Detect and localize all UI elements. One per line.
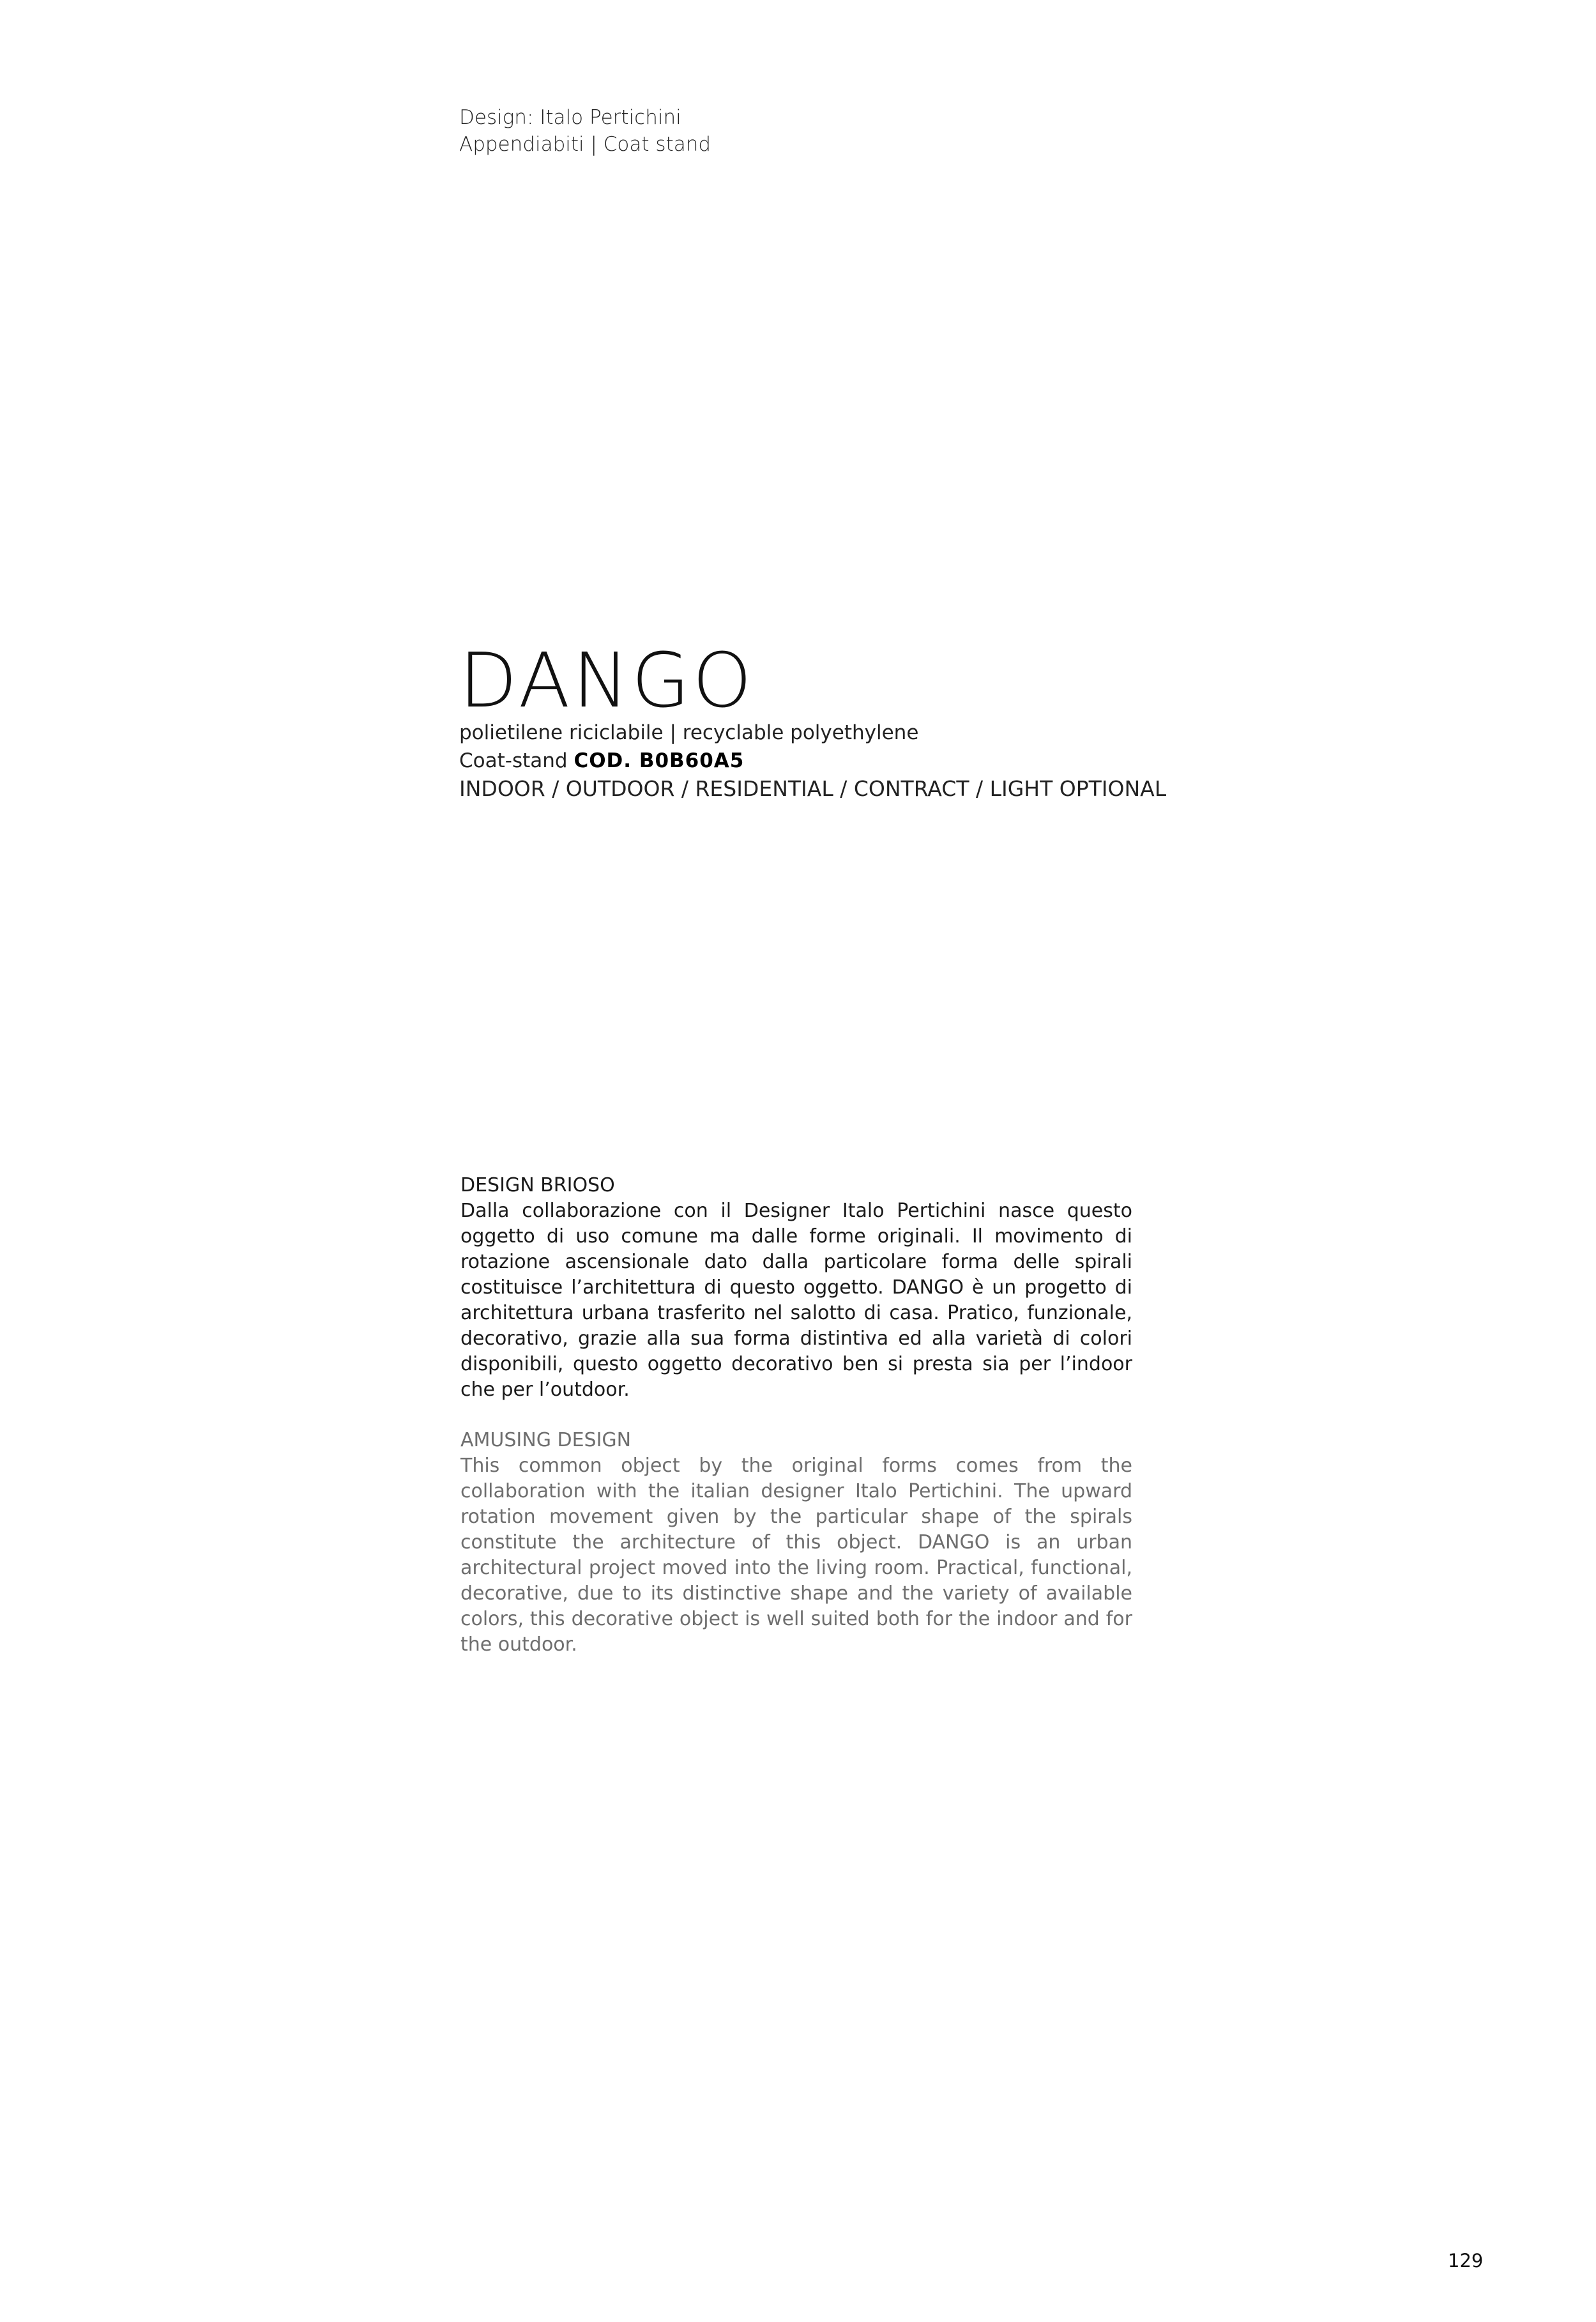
product-info xyxy=(459,636,1417,803)
product-uses: INDOOR / OUTDOOR / RESIDENTIAL / CONTRACT / LIGHT OPTIONAL xyxy=(459,776,1167,801)
product-material: polietilene riciclabile | recyclable polyethylene xyxy=(459,721,919,744)
designer-header xyxy=(459,104,711,158)
description-english-body xyxy=(460,1453,1132,1658)
product-title: DANGO xyxy=(459,636,755,724)
product-code xyxy=(459,747,1417,775)
designer-credit: Design: Italo Pertichini xyxy=(459,106,681,129)
description-english-text: This common object by the original forms comes from the collaboration with the italian designer Italo Pertichini. The upward rotation movement given by the particular shape of the spirals constitute the architecture of this object. DANGO is an urban architectural project moved into the living room. Practical, functional, decorative, due to its distinctive shape and the variety of available colors, this decorative object is well suited both for the indoor and for the outdoor. xyxy=(460,1455,1132,1656)
product-code-prefix: Coat-stand xyxy=(459,749,568,772)
product-category: Appendiabiti | Coat stand xyxy=(459,133,711,156)
product-code-value: COD. B0B60A5 xyxy=(574,749,745,772)
description-italian-body xyxy=(460,1198,1132,1403)
description-italian-heading: DESIGN BRIOSO xyxy=(460,1174,615,1196)
description-english-heading: AMUSING DESIGN xyxy=(460,1429,632,1451)
description-italian xyxy=(460,1173,1132,1403)
page-number: 129 xyxy=(1448,2250,1484,2272)
description-english xyxy=(460,1428,1132,1658)
description-italian-text: Dalla collaborazione con il Designer Italo Pertichini nasce questo oggetto di uso comune ma dalle forme originali. Il movimento di rotazione ascensionale dato dalla particolare forma delle spirali costituisce l’architettura di questo oggetto. DANGO è un progetto di architettura urbana trasferito nel salotto di casa. Pratico, funzionale, decorativo, grazie alla sua forma distintiva ed alla varietà di colori disponibili, questo oggetto decorativo ben si presta sia per l’indoor che per l’outdoor. xyxy=(460,1200,1132,1401)
